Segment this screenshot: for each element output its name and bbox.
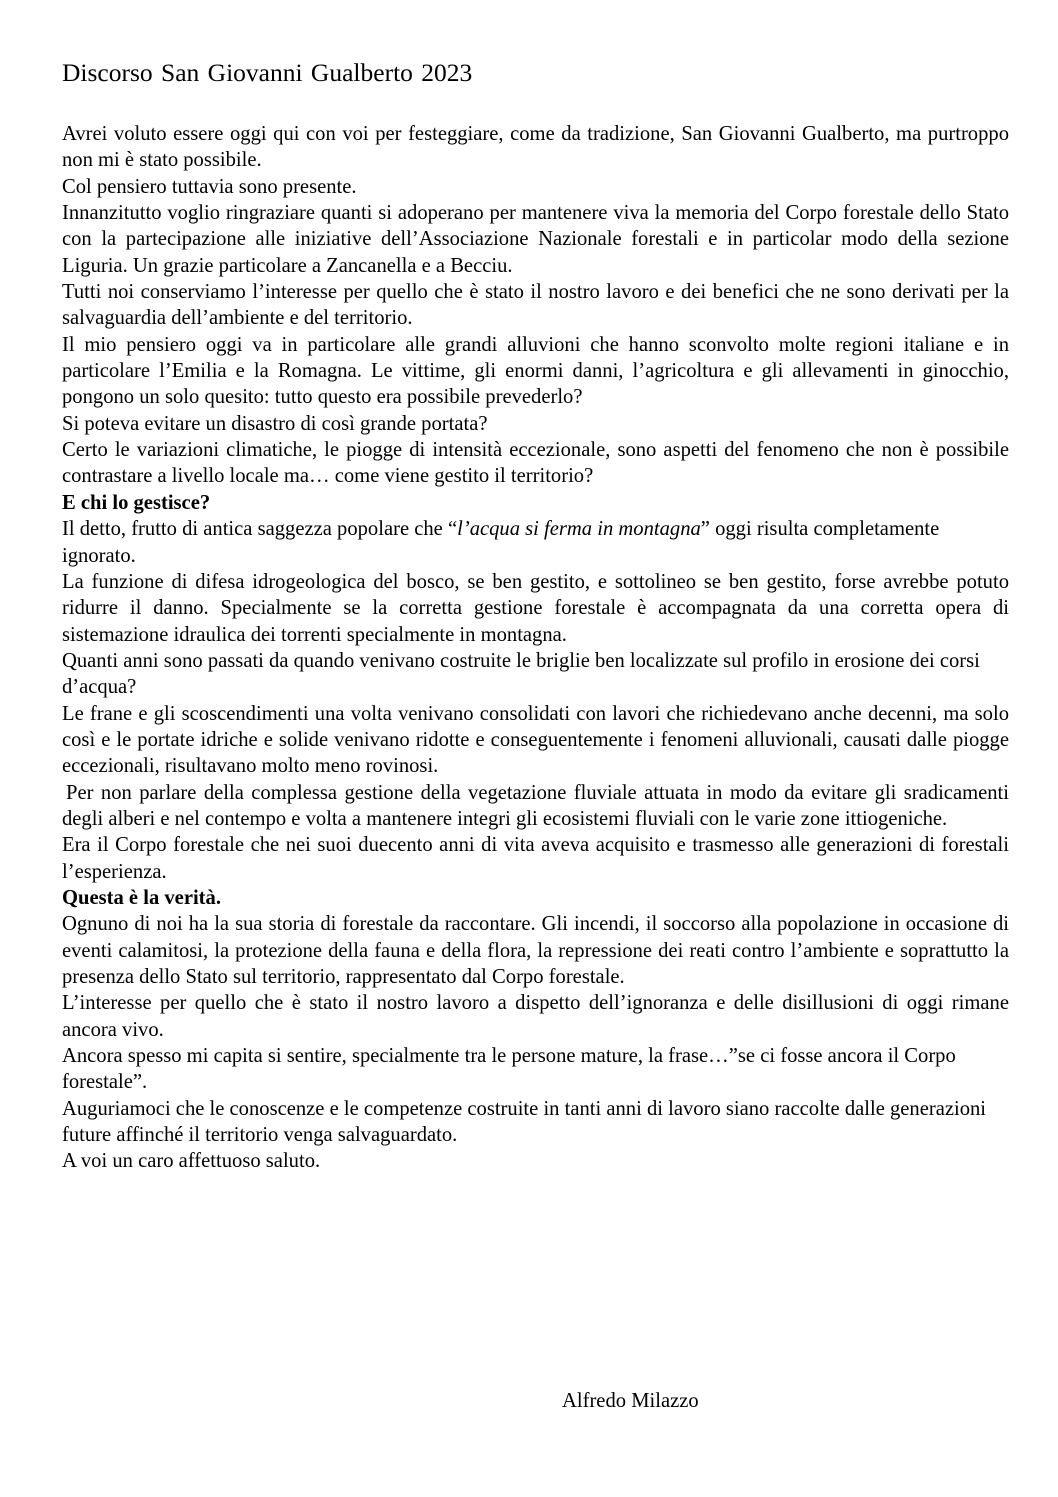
paragraph-2: Col pensiero tuttavia sono presente.	[62, 175, 357, 198]
paragraph-8-before: Il detto, frutto di antica saggezza popolare che “	[62, 518, 458, 541]
paragraph-7: Certo le variazioni climatiche, le piogge di intensità eccezionale, sono aspetti del fenomeno che non è possibile contrastare a livello locale ma… come viene gestito il territorio?	[62, 439, 1009, 488]
paragraph-15: L’interesse per quello che è stato il nostro lavoro a dispetto dell’ignoranza e delle disillusioni di oggi rimane ancora vivo.	[62, 992, 1009, 1041]
paragraph-4: Tutti noi conserviamo l’interesse per quello che è stato il nostro lavoro e dei benefici che ne sono derivati per la salvaguardia dell’ambiente e del territorio.	[62, 281, 1009, 330]
paragraph-1: Avrei voluto essere oggi qui con voi per festeggiare, come da tradizione, San Giovanni Gualberto, ma purtroppo non mi è stato possibile.	[62, 123, 1009, 172]
paragraph-13: Era il Corpo forestale che nei suoi duecento anni di vita aveva acquisito e trasmesso alle generazioni di forestali l’esperienza.	[62, 834, 1009, 883]
paragraph-6: Si poteva evitare un disastro di così grande portata?	[62, 412, 488, 435]
section-heading-2: Questa è la verità.	[62, 886, 221, 909]
paragraph-5: Il mio pensiero oggi va in particolare alle grandi alluvioni che hanno sconvolto molte regioni italiane e in particolare l’Emilia e la Romagna. Le vittime, gli enormi danni, l’agricoltura e gli allevamenti in ginocchio, pongono un solo quesito: tutto questo era possibile prevederlo?	[62, 333, 1009, 409]
paragraph-16: Ancora spesso mi capita si sentire, specialmente tra le persone mature, la frase…”se ci fosse ancora il Corpo forestale”.	[62, 1045, 956, 1094]
paragraph-12: Per non parlare della complessa gestione della vegetazione fluviale attuata in modo da evitare gli sradicamenti degli alberi e nel contempo e volta a mantenere integri gli ecosistemi fluviali con le varie zone ittiogeniche.	[62, 781, 1009, 830]
paragraph-18: A voi un caro affettuoso saluto.	[62, 1150, 321, 1173]
paragraph-17: Auguriamoci che le conoscenze e le competenze costruite in tanti anni di lavoro siano raccolte dalle generazioni future affinché il territorio venga salvaguardato.	[62, 1097, 987, 1147]
paragraph-10: Quanti anni sono passati da quando venivano costruite le briglie ben localizzate sul profilo in erosione dei corsi d’acqua?	[62, 649, 980, 699]
document-body	[62, 121, 1009, 1175]
document-title: Discorso San Giovanni Gualberto 2023	[62, 58, 473, 87]
paragraph-3: Innanzitutto voglio ringraziare quanti si adoperano per mantenere viva la memoria del Corpo forestale dello Stato con la partecipazione alle iniziative dell’Associazione Nazionale forestali e in particolar modo della sezione Liguria. Un grazie particolare a Zancanella e a Becciu.	[62, 202, 1009, 277]
paragraph-8-quote: l’acqua si ferma in montagna	[457, 518, 701, 541]
paragraph-9: La funzione di difesa idrogeologica del bosco, se ben gestito, e sottolineo se ben gestito, forse avrebbe potuto ridurre il danno. Specialmente se la corretta gestione forestale è accompagnata da una corretta opera di sistemazione idraulica dei torrenti specialmente in montagna.	[62, 570, 1009, 646]
signature: Alfredo Milazzo	[562, 1390, 699, 1412]
section-heading-1: E chi lo gestisce?	[62, 491, 211, 514]
paragraph-8	[62, 516, 1009, 569]
paragraph-11: Le frane e gli scoscendimenti una volta venivano consolidati con lavori che richiedevano anche decenni, ma solo così e le portate idriche e solide venivano ridotte e conseguentemente i fenomeni alluvionali, causati dalle piogge eccezionali, risultavano molto meno rovinosi.	[62, 702, 1009, 778]
paragraph-8-after: ” oggi risulta completamente ignorato.	[62, 518, 940, 567]
paragraph-14: Ognuno di noi ha la sua storia di forestale da raccontare. Gli incendi, il soccorso alla popolazione in occasione di eventi calamitosi, la protezione della fauna e della flora, la repressione dei reati contro l’ambiente e soprattutto la presenza dello Stato sul territorio, rappresentato dal Corpo forestale.	[62, 913, 1009, 988]
